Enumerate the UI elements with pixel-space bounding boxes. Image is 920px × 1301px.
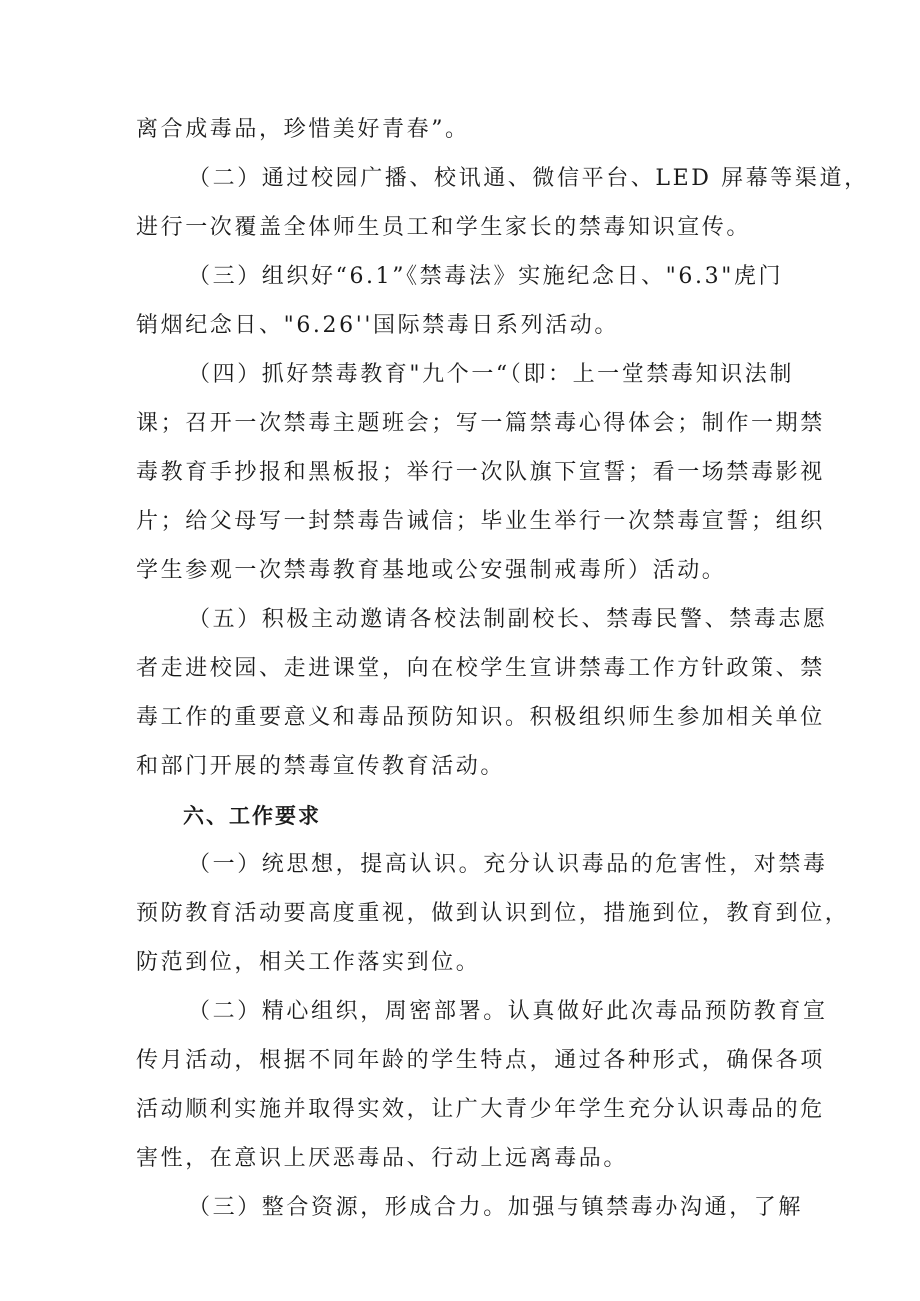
paragraph-line: 者走进校园、走进课堂，向在校学生宣讲禁毒工作方针政策、禁 <box>136 656 825 681</box>
paragraph-line-item-3: （三）组织好“6.1”《禁毒法》实施纪念日、"6.3"虎门 <box>188 264 784 289</box>
paragraph-line: 毒工作的重要意义和毒品预防知识。积极组织师生参加相关单位 <box>136 705 825 730</box>
paragraph-line-item-3: （三）整合资源，形成合力。加强与镇禁毒办沟通，了解 <box>188 1195 804 1220</box>
paragraph-line-item-2: （二）精心组织，周密部署。认真做好此次毒品预防教育宣 <box>188 999 828 1024</box>
section-heading: 六、工作要求 <box>183 804 321 828</box>
paragraph-line-item-5: （五）积极主动邀请各校法制副校长、禁毒民警、禁毒志愿 <box>188 607 828 632</box>
paragraph-line: 销烟纪念日、"6.26''国际禁毒日系列活动。 <box>136 313 620 338</box>
paragraph-line: 学生参观一次禁毒教育基地或公安强制戒毒所）活动。 <box>136 558 727 583</box>
paragraph-line: 活动顺利实施并取得实效，让广大青少年学生充分认识毒品的危 <box>136 1097 825 1122</box>
paragraph-line: 和部门开展的禁毒宣传教育活动。 <box>136 754 506 779</box>
paragraph-line: 害性，在意识上厌恶毒品、行动上远离毒品。 <box>136 1146 629 1171</box>
paragraph-line-cont: 离合成毒品，珍惜美好青春”。 <box>136 117 470 142</box>
paragraph-line-item-2: （二）通过校园广播、校讯通、微信平台、LED 屏幕等渠道， <box>188 166 869 191</box>
paragraph-line: 传月活动，根据不同年龄的学生特点，通过各种形式，确保各项 <box>136 1048 825 1073</box>
paragraph-line: 防范到位，相关工作落实到位。 <box>136 950 481 975</box>
paragraph-line-item-1: （一）统思想，提高认识。充分认识毒品的危害性，对禁毒 <box>188 852 828 877</box>
paragraph-line: 毒教育手抄报和黑板报；举行一次队旗下宣誓；看一场禁毒影视 <box>136 460 825 485</box>
paragraph-line: 课；召开一次禁毒主题班会；写一篇禁毒心得体会；制作一期禁 <box>136 411 825 436</box>
paragraph-line: 进行一次覆盖全体师生员工和学生家长的禁毒知识宣传。 <box>136 215 752 240</box>
paragraph-line: 预防教育活动要高度重视，做到认识到位，措施到位，教育到位， <box>136 901 850 926</box>
paragraph-line-item-4: （四）抓好禁毒教育"九个一“（即：上一堂禁毒知识法制 <box>188 362 794 387</box>
paragraph-line: 片；给父母写一封禁毒告诫信；毕业生举行一次禁毒宣誓；组织 <box>136 509 825 534</box>
